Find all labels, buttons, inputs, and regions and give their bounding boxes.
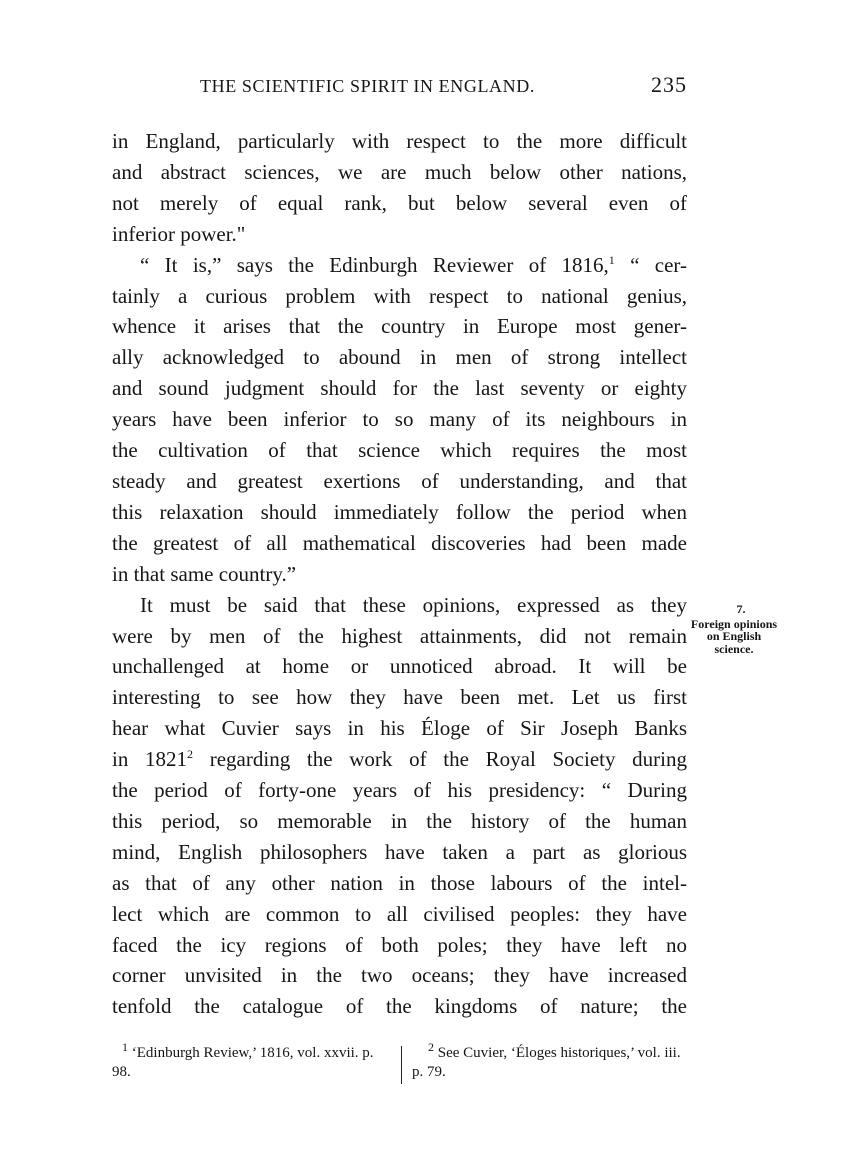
- footnote-text: ‘Edinburgh Review,’ 1816, vol. xxvii. p. 98.: [112, 1045, 374, 1080]
- text-line: as that of any other nation in those labours of the intel-: [112, 870, 687, 895]
- text-line: and abstract sciences, we are much below other nations,: [112, 159, 687, 184]
- text-line: tenfold the catalogue of the kingdoms of nature; the: [112, 994, 687, 1019]
- text-line: whence it arises that the country in Europe most gener-: [112, 314, 687, 339]
- text-line: in England, particularly with respect to the more difficult: [112, 129, 687, 153]
- text-line: the period of forty-one years of his presidency: “ During: [112, 778, 687, 803]
- footnote-ref-1: 1: [608, 252, 615, 267]
- text-segment: “ It is,” says the Edinburgh Reviewer of 1816,: [140, 252, 609, 277]
- text-line: the cultivation of that science which requires the most: [112, 438, 687, 463]
- footnote-text: See Cuvier, ‘Éloges historiques,’ vol. iii. p. 79.: [412, 1045, 681, 1080]
- text-line: interesting to see how they have been met. Let us first: [112, 685, 687, 710]
- footnotes: [112, 1040, 692, 1088]
- footnote-2: [412, 1040, 692, 1082]
- paragraph-3: [112, 590, 687, 1023]
- text-line: It must be said that these opinions, expressed as they: [140, 592, 687, 617]
- text-line: were by men of the highest attainments, did not remain: [112, 623, 687, 648]
- text-line: [112, 250, 687, 281]
- margin-note-label: Foreign opinions on English science.: [690, 616, 778, 656]
- text-line: tainly a curious problem with respect to national genius,: [112, 283, 687, 308]
- page-number: 235: [651, 72, 687, 97]
- footnote-ref-2: 2: [187, 747, 194, 762]
- body-text: [112, 126, 687, 1022]
- text-line: in that same country.”: [112, 561, 297, 586]
- text-line: [112, 744, 687, 775]
- text-line: and sound judgment should for the last seventy or eighty: [112, 376, 687, 401]
- margin-note-number: 7.: [736, 602, 746, 616]
- footnote-marker: 2: [428, 1040, 434, 1054]
- paragraph-1: [112, 126, 687, 250]
- text-line: this relaxation should immediately follow the period when: [112, 499, 687, 524]
- margin-note: [689, 603, 779, 655]
- text-line: corner unvisited in the two oceans; they have increased: [112, 963, 687, 988]
- text-line: steady and greatest exertions of understanding, and that: [112, 468, 687, 493]
- text-line: inferior power.": [112, 221, 246, 246]
- text-line: ally acknowledged to abound in men of strong intellect: [112, 345, 687, 370]
- footnote-marker: 1: [122, 1040, 128, 1054]
- text-line: mind, English philosophers have taken a part as glorious: [112, 839, 687, 864]
- footnote-1: [112, 1040, 392, 1082]
- text-line: hear what Cuvier says in his Éloge of Sir Joseph Banks: [112, 716, 687, 741]
- footnote-divider: [401, 1046, 402, 1084]
- running-head: [112, 72, 687, 104]
- running-title: THE SCIENTIFIC SPIRIT IN ENGLAND.: [200, 76, 535, 96]
- paragraph-2: [112, 250, 687, 590]
- text-line: this period, so memorable in the history of the human: [112, 808, 687, 833]
- text-line: years have been inferior to so many of its neighbours in: [112, 407, 687, 432]
- text-segment: “ cer-: [614, 252, 687, 277]
- text-segment: regarding the work of the Royal Society during: [193, 747, 687, 772]
- text-line: unchallenged at home or unnoticed abroad. It will be: [112, 654, 687, 679]
- text-line: not merely of equal rank, but below several even of: [112, 190, 687, 215]
- text-line: the greatest of all mathematical discoveries had been made: [112, 530, 687, 555]
- text-line: lect which are common to all civilised peoples: they have: [112, 901, 687, 926]
- text-line: faced the icy regions of both poles; they have left no: [112, 932, 687, 957]
- text-segment: in 1821: [112, 747, 188, 772]
